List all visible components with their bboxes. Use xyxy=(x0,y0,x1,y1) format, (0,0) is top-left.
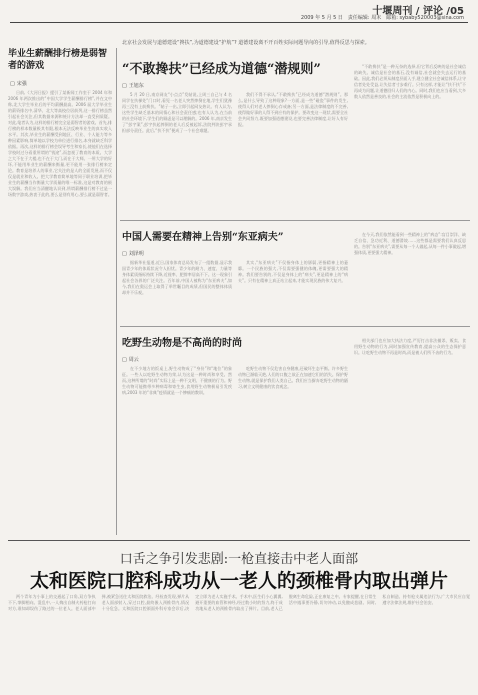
bottom-body-col3 xyxy=(354,338,466,534)
masthead xyxy=(0,0,478,24)
mid-body-col1 xyxy=(122,260,232,322)
top-body-col2 xyxy=(238,92,348,216)
banner-body xyxy=(8,594,470,690)
bottom-byline: □ 周云 xyxy=(122,356,139,363)
mid-body-col3 xyxy=(354,232,466,322)
left-body xyxy=(8,90,112,532)
bottom-body-col2-text: 吃野生动物不仅危害自身健康,还破坏生态平衡。许多野生动物已濒临灭绝,人们的口腹之欲正在加速它们的消失。保护野生动物,就是保护我们人类自己。我们应当摒弃吃野生动物的陋习,树立文明健康的饮食观念。 xyxy=(238,366,348,389)
left-body-text: 日前,《大河日报》援引了某新闻工作室于 2004 年和 2006 年两次推出的“中国大学学生薪酬排行榜”,并在文中称,北大学生毕业后的平均薪酬最高。2006 届大学毕业生的薪资排名中,清华、北大等高校位居前列,这一排行榜虽然引起社会关注,但其数据来源和统计方法却一直受到质疑。对此,笔者认为,这样的排行榜完全是弱智者的游戏。首先,排行榜的样本数量极其有限,根本无法反映毕业生的真实收入水平。其次,毕业生的薪酬受到地区、行业、个人能力等多种因素影响,简单地以学校为单位进行排名,本身就缺乏科学依据。再次,这样的排行榜会误导考生和家长,使他们在选择学校时过分看重所谓的“钱途”,而忽视了教育的本质。大学之大不在于大楼,也不在于大门,而在于大师。一所大学的好坏,不能用毕业生的薪酬来衡量,更不能用一张排行榜来定论。教育是培养人的事业,它关注的是人的全面发展,而不仅仅是就业和收入。把大学教育简单地等同于职业培训,把毕业生的薪酬当作衡量大学质量的唯一标准,这是对教育的极大误解。我们应当清醒地认识到,所谓薪酬排行榜不过是一场数字游戏,热衷于此的,要么是别有用心,要么就是弱智者。 xyxy=(8,90,112,197)
bottom-body-col1 xyxy=(122,366,232,534)
top-body-col3-text: “不敢搀扶”是一种无奈的选择,但它背后反映的是社会诚信的缺失。诚信是社会的基石,没有诚信,社会就会失去运行的基础。因此,我们必须从制度层面入手,建立健全社会诚信体系,让守信者处处受益,让失信者寸步难行。只有这样,才能让“扶不扶”不再成为问题,让道德回归人们的内心。同时,我们也应当看到,大多数人依然是善良的,社会的主流依然是积极向上的。 xyxy=(354,64,466,99)
top-body-col3 xyxy=(354,64,466,216)
top-kicker: 北京社会发展与道德建设“搀扶”,为道德建设“护航”? 道德建设离不开百姓实际问题导向的引导,值得反思与探索。 xyxy=(122,40,370,46)
left-byline: □ 宋强 xyxy=(10,80,27,87)
masthead-issue-line: 2009 年 5 月 5 日 责任编辑: 周末 邮箱: sybaby520003@sina.com xyxy=(300,15,464,21)
bottom-body-col1-text: 在不少地方的饭桌上,野生动物成了“身份”和“地位”的象征。一些人以吃野生动物为荣,认为这是一种时尚和享受。然而,这种所谓的“时尚”实际上是一种不文明、不健康的行为。野生动物可能携带多种病毒和寄生虫,食用野生动物极易引发疾病,2003 年的“非典”疫情就是一个惨痛的教训。 xyxy=(122,366,232,395)
mid-body-col1-text: 据新华社报道,近日,国家体育总局发布了一组数据,显示我国青少年的体质状况令人担忧。青少年的耐力、速度、力量等身体素质指标持续下降,近视率、肥胖率居高不下。这一现象引起社会各界的广泛关注。百年前,中国人被称为“东亚病夫”,如今,我们在奥运会上取得了举世瞩目的成绩,但国民的整体体质却并不乐观。 xyxy=(122,260,232,295)
top-body-col2-text: 我们不得不承认,“不敢搀扶”已经成为道德“潜规则”。那么,是什么导致了这种现象?一方面,是一些“碰瓷”事件的发生,使得人们对老人摔倒心存戒备;另一方面,是法律制度的不完善,使得做好事的人得不到应有的保护。要改变这一现状,需要全社会共同努力,既要加强道德建设,也要完善法律制度,让好人有好报。 xyxy=(238,92,348,127)
bottom-body-col3-text: 相关部门也应加大执法力度,严厉打击非法捕杀、贩卖、食用野生动物的行为,同时加强宣传教育,提高公众的生态保护意识。让吃野生动物不再是时尚,而是被人们所不齿的行为。 xyxy=(354,338,466,355)
left-column-rule xyxy=(116,48,117,535)
banner-kicker: 口舌之争引发悲剧:一枪直接击中老人面部 xyxy=(119,552,359,567)
bottom-body-col2 xyxy=(238,366,348,534)
top-headline: “不敢搀扶”已经成为道德“潜规则” xyxy=(122,62,321,77)
top-bottom-rule xyxy=(120,220,470,221)
mid-body-col2-text: 其实,“东亚病夫”不仅指身体上的孱弱,更指精神上的萎靡。一个民族的强大,不仅需要强健的体魄,更需要强大的精神。我们要告别的,不仅是身体上的“病夫”,更是精神上的“病夫”。只有在精神上真正站立起来,才能实现民族的伟大复兴。 xyxy=(238,260,348,283)
mid-headline: 中国人需要在精神上告别“东亚病夫” xyxy=(122,232,284,243)
mid-byline: □ 刘泽明 xyxy=(122,250,144,257)
masthead-title: 十堰周刊 / 评论 /05 xyxy=(372,6,464,17)
left-headline: 毕业生薪酬排行榜是弱智者的游戏 xyxy=(8,49,108,71)
mid-body-col2 xyxy=(238,260,348,322)
top-body-col1 xyxy=(122,92,232,216)
banner-top-rule xyxy=(8,540,470,541)
top-body-col1-text: 5 月 20 日,南京网友“小点点”发帖说,上周三自己与 4 名同学在扶梯处“门口时,看见一名老人突然摔倒在地,学生们犹豫再三没有上前搀扶。”帖子一出,立即引起网友热议。有人认为,这些学生缺乏基本的同情心和社会责任感;也有人认为,在当前的社会环境下,学生们的顾虑是可以理解的。2006 年,南京发生了“彭宇案”,彭宇扶起摔倒的老人后反被起诉,法院判决彭宇承担部分责任。此后,“扶不扶”便成了一个社会难题。 xyxy=(122,92,232,133)
banner-body-text: 两个青年为小事上的交通起了口角,双方争执不下,拳脚相向。混乱中,一人掏出自制火药枪打向对方,谁知却误伤了路过的一位老人。老人面部中弹,被紧急送往太和医院救治。经检查发现,弹片从老人面部射入,穿过口腔,最终嵌入颈椎骨内,情况十分危急。太和医院口腔颌面外科专家会诊后,决定立即为老人实施手术。手术中,医生们小心翼翼,避开重要的血管和神经,经过数小时的努力,终于成功地从老人的颈椎骨内取出了弹片。目前,老人已脱离生命危险,正在康复之中。专家提醒,在日常生活中遇事要冷静,切勿冲动,以免酿成悲剧。同时,私自制造、持有枪支属违法行为,广大市民应自觉遵守法律法规,维护社会治安。 xyxy=(8,594,470,611)
mid-body-col3-text: 在今天,我们依然能看到一些精神上的“病态”:盲目崇洋、缺乏自信、急功近利、道德滑坡……这些都是需要我们认真反思的。告别“东亚病夫”,需要从每一个人做起,从每一件小事做起,增强体质,更要强大精神。 xyxy=(354,232,466,255)
banner-headline: 太和医院口腔科成功从一老人的颈椎骨内取出弹片 xyxy=(29,570,448,592)
top-byline: □ 王旭东 xyxy=(122,82,144,89)
mid-bottom-rule xyxy=(120,326,470,327)
masthead-rule xyxy=(10,22,468,23)
bottom-headline: 吃野生动物是不高尚的时尚 xyxy=(122,338,242,349)
